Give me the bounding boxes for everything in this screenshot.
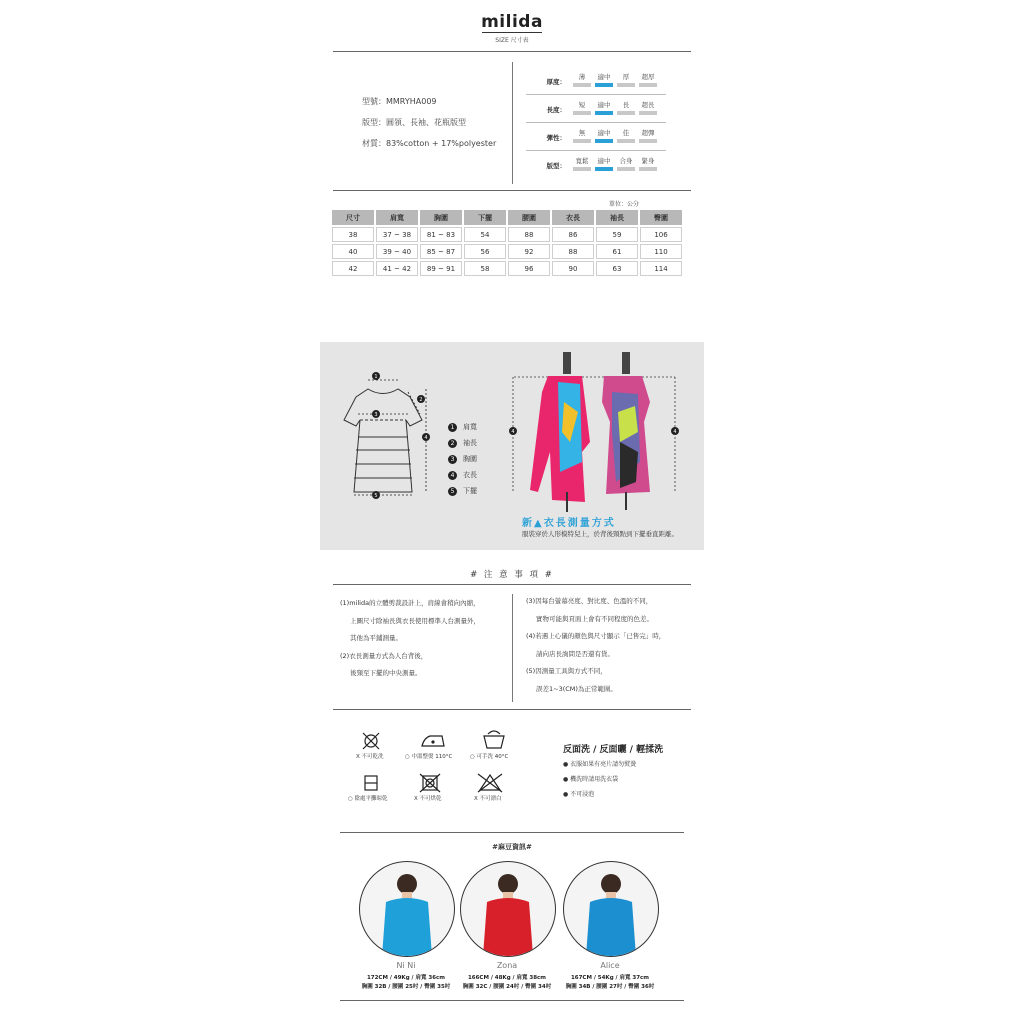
- note-line: 後頸至下擺的中央測量。: [350, 669, 422, 677]
- model-stats: 166CM / 48Kg / 肩寬 38cm: [467, 975, 547, 981]
- care-bullet: ● 機洗時請用洗衣袋: [563, 776, 619, 783]
- size-cell: 59: [596, 227, 638, 242]
- rating-bar: [573, 83, 591, 87]
- size-header-cell: 衣長: [552, 210, 594, 225]
- size-table-header: [332, 210, 682, 225]
- size-header-cell: 袖長: [596, 210, 638, 225]
- note-line: (1)milida的立體剪裁設計上，肩線會稍向內縮，: [340, 599, 480, 607]
- length-marker-right: 4: [673, 429, 677, 435]
- rating-separator: [526, 122, 666, 123]
- size-header-cell: 胸圍: [420, 210, 462, 225]
- size-header-cell: 腰圍: [508, 210, 550, 225]
- model-figure: [360, 862, 454, 956]
- model-photo: [460, 861, 556, 957]
- size-header-cell: 肩寬: [376, 210, 418, 225]
- note-line: (2)衣長測量方式為人台背後，: [340, 651, 428, 660]
- size-cell: 96: [508, 261, 550, 276]
- length-marker-left: 4: [511, 429, 515, 435]
- legend-number: 5: [448, 487, 457, 496]
- model-name: Alice: [600, 961, 620, 970]
- rating-option: 厚: [622, 73, 630, 81]
- rating-separator: [526, 94, 666, 95]
- size-cell: 56: [464, 244, 506, 259]
- measure-drawing: [320, 342, 704, 550]
- model-photo: [359, 861, 455, 957]
- brand-subtitle: SIZE 尺寸表: [495, 37, 529, 44]
- care-caption: X 不可烘乾: [414, 796, 442, 802]
- rating-label: 長度：: [546, 106, 566, 114]
- new-measure-title: 新▲衣長測量方式: [522, 518, 616, 529]
- note-line: 上圖尺寸除袖長與衣長使用標準人台測量外，: [350, 616, 480, 625]
- size-cell: 85 ~ 87: [420, 244, 462, 259]
- size-table-wrap: [330, 208, 684, 278]
- care-caption: X 不可漂白: [474, 796, 502, 802]
- size-cell: 39 ~ 40: [376, 244, 418, 259]
- size-table: [330, 208, 684, 278]
- rating-bar: [639, 139, 657, 143]
- garment-diagram: [344, 389, 422, 492]
- model-figure: [564, 862, 658, 956]
- rating-label: 彈性：: [546, 134, 566, 142]
- legend-number: 4: [448, 471, 457, 480]
- size-cell: 63: [596, 261, 638, 276]
- rating-bar: [617, 167, 635, 171]
- care-headline: 反面洗 / 反面曬 / 輕揉洗: [563, 745, 664, 755]
- size-cell: 58: [464, 261, 506, 276]
- rating-option: 超長: [641, 101, 655, 109]
- rating-option: 適中: [597, 101, 611, 109]
- new-measure-desc: 服裝穿於人形模特兒上，於背後頸點到下擺垂直距離。: [522, 530, 678, 538]
- divider-bottom: [340, 1000, 684, 1001]
- note-line: 誤差1~3(CM)為正常範圍。: [536, 684, 617, 693]
- rating-bar-selected: [595, 111, 613, 115]
- rating-bar: [639, 111, 657, 115]
- rating-label: 版型：: [546, 162, 566, 170]
- divider-spec: [333, 190, 691, 191]
- care-bullet: ● 不可浸泡: [563, 791, 595, 798]
- care-caption: ○ 陰處平攤晾乾: [348, 796, 388, 802]
- divider-top: [333, 51, 691, 52]
- legend-label: 衣長: [463, 471, 477, 479]
- size-cell: 61: [596, 244, 638, 259]
- size-cell: 40: [332, 244, 374, 259]
- note-line: (3)因每台螢幕亮度、對比度、色溫的不同，: [526, 597, 653, 605]
- spec-style: 版型：圓領、長袖、花瓶版型: [362, 118, 466, 127]
- model-stats: 胸圍 32B / 腰圍 25吋 / 臀圍 35吋: [361, 984, 451, 990]
- no-tumble-dry-icon: [420, 774, 440, 792]
- size-cell: 92: [508, 244, 550, 259]
- model-photo: [563, 861, 659, 957]
- rating-option: 寬鬆: [575, 157, 589, 165]
- svg-text:2: 2: [419, 397, 423, 403]
- model-stats: 172CM / 49Kg / 肩寬 36cm: [366, 975, 446, 981]
- rating-option: 緊身: [641, 157, 655, 165]
- size-cell: 37 ~ 38: [376, 227, 418, 242]
- notes-divider: [512, 594, 513, 702]
- svg-text:1: 1: [374, 374, 378, 380]
- rating-option: 短: [578, 101, 586, 109]
- size-cell: 41 ~ 42: [376, 261, 418, 276]
- notes-title: # 注 意 事 項 #: [470, 570, 554, 580]
- size-header-cell: 尺寸: [332, 210, 374, 225]
- note-line: 其他為平鋪測量。: [350, 634, 402, 642]
- rating-bar: [639, 83, 657, 87]
- rating-option: 長: [622, 101, 630, 109]
- size-header-cell: 臀圍: [640, 210, 682, 225]
- rating-option: 佳: [622, 129, 630, 137]
- model-name: Zona: [496, 961, 518, 970]
- legend-label: 胸圍: [463, 455, 477, 463]
- brand-underline: [482, 32, 542, 33]
- size-cell: 54: [464, 227, 506, 242]
- rating-bar: [573, 111, 591, 115]
- table-row: [332, 244, 682, 259]
- legend-item: [448, 438, 477, 448]
- legend-item: [448, 422, 477, 432]
- table-row: [332, 227, 682, 242]
- note-line: 實物可能與頁面上會有不同程度的色差。: [536, 614, 653, 623]
- divider-notes-bottom: [333, 709, 691, 710]
- rating-separator: [526, 150, 666, 151]
- model-stats: 167CM / 54Kg / 肩寬 37cm: [570, 975, 650, 981]
- brand-logo: milida: [481, 12, 543, 32]
- no-bleach-icon: [478, 774, 502, 792]
- size-cell: 106: [640, 227, 682, 242]
- note-line: (4)若遇上心儀的顏色與尺寸顯示「已售完」時，: [526, 632, 666, 640]
- care-bullet: ● 衣服如果有亮片請勿熨燙: [563, 761, 637, 768]
- note-line: 請向店長詢問是否還有貨。: [536, 649, 614, 658]
- rating-option: 無: [578, 129, 586, 137]
- handwash-icon: [484, 731, 504, 748]
- size-cell: 90: [552, 261, 594, 276]
- legend-item: [448, 486, 477, 496]
- iron-icon: [422, 736, 444, 746]
- care-caption: ○ 可手洗 40°C: [470, 754, 509, 760]
- spec-model: 型號：MMRYHA009: [362, 97, 437, 106]
- divider-care: [340, 832, 684, 833]
- rating-label: 厚度：: [546, 78, 566, 86]
- svg-text:3: 3: [374, 412, 378, 418]
- divider-notes-top: [333, 584, 691, 585]
- legend-number: 2: [448, 439, 457, 448]
- rating-option: 適中: [597, 157, 611, 165]
- legend-item: [448, 454, 477, 464]
- model-name: Ni Ni: [396, 961, 416, 970]
- rating-bar: [617, 139, 635, 143]
- size-cell: 114: [640, 261, 682, 276]
- mannequin-photo: [509, 352, 679, 512]
- model-stats: 胸圍 34B / 腰圍 27吋 / 臀圍 36吋: [565, 984, 655, 990]
- size-header-cell: 下擺: [464, 210, 506, 225]
- care-caption: X 不可乾洗: [356, 754, 384, 760]
- rating-bar: [573, 139, 591, 143]
- rating-option: 薄: [578, 73, 586, 81]
- rating-bar: [573, 167, 591, 171]
- size-cell: 89 ~ 91: [420, 261, 462, 276]
- rating-option: 超彈: [641, 129, 655, 137]
- legend-number: 1: [448, 423, 457, 432]
- spec-divider: [512, 62, 513, 184]
- rating-option: 合身: [619, 157, 633, 165]
- model-stats: 胸圍 32C / 腰圍 24吋 / 臀圍 34吋: [462, 984, 552, 990]
- rating-bar: [617, 111, 635, 115]
- size-cell: 81 ~ 83: [420, 227, 462, 242]
- rating-bar-selected: [595, 167, 613, 171]
- size-cell: 88: [552, 244, 594, 259]
- legend-label: 肩寬: [463, 423, 477, 431]
- legend-label: 袖長: [463, 439, 477, 447]
- table-row: [332, 261, 682, 276]
- rating-option: 適中: [597, 129, 611, 137]
- svg-text:5: 5: [374, 493, 378, 499]
- rating-option: 超厚: [641, 73, 655, 81]
- size-cell: 86: [552, 227, 594, 242]
- model-figure: [461, 862, 555, 956]
- legend-number: 3: [448, 455, 457, 464]
- care-caption: ○ 中溫整燙 110°C: [405, 754, 453, 760]
- rating-option: 適中: [597, 73, 611, 81]
- svg-text:4: 4: [424, 435, 428, 441]
- models-title: #麻豆資訊#: [492, 843, 532, 851]
- legend-item: [448, 470, 477, 480]
- rating-bar-selected: [595, 83, 613, 87]
- size-cell: 42: [332, 261, 374, 276]
- rating-bar: [617, 83, 635, 87]
- no-dryclean-icon: [363, 733, 379, 749]
- spec-material: 材質：83%cotton + 17%polyester: [362, 139, 497, 148]
- size-cell: 110: [640, 244, 682, 259]
- rating-bar: [639, 167, 657, 171]
- rating-bar-selected: [595, 139, 613, 143]
- flat-dry-icon: [365, 776, 377, 790]
- size-cell: 38: [332, 227, 374, 242]
- size-cell: 88: [508, 227, 550, 242]
- legend-label: 下擺: [463, 487, 477, 495]
- note-line: (5)因測量工具與方式不同，: [526, 667, 607, 675]
- size-unit: 單位：公分: [609, 201, 640, 208]
